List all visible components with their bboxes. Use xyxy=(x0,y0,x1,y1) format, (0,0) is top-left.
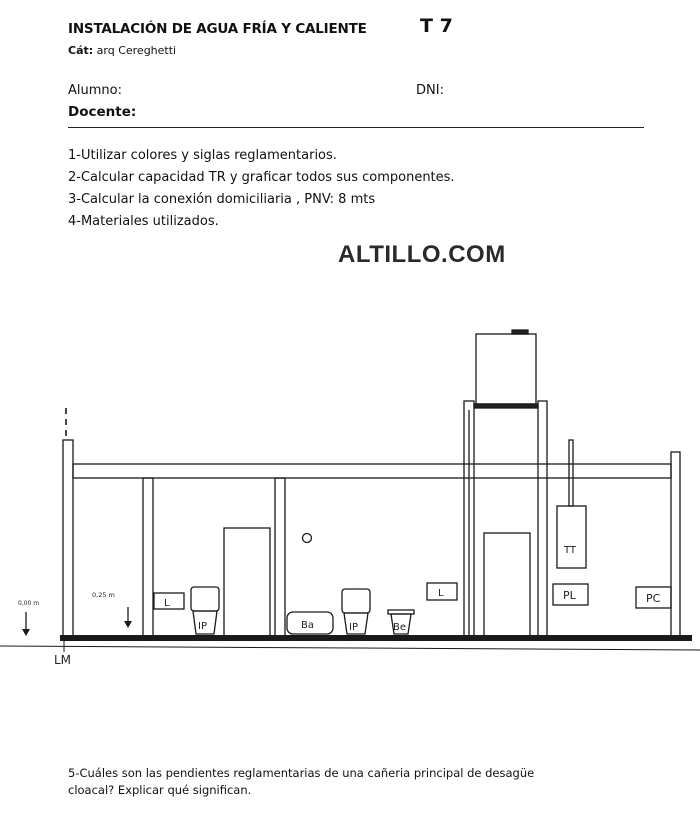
fixture-label: TT xyxy=(564,545,577,556)
instruction-item: 4-Materiales utilizados. xyxy=(68,214,219,229)
alumno-field-label: Alumno: xyxy=(68,83,122,98)
tank-lid xyxy=(512,330,528,334)
left-wall xyxy=(63,440,73,638)
docente-field-label: Docente: xyxy=(68,104,137,120)
assignment-code: T 7 xyxy=(420,15,453,37)
instruction-item: 1-Utilizar colores y siglas reglamentarios. xyxy=(68,148,337,163)
door xyxy=(224,528,270,638)
fixture-label: Be xyxy=(393,622,407,633)
level-label: 0,25 m xyxy=(92,591,115,599)
toilet-tank xyxy=(342,589,370,613)
right-wall xyxy=(671,452,680,638)
level-label: 0,00 m xyxy=(18,600,40,607)
roof-slab xyxy=(73,464,671,478)
fixture-label: Ba xyxy=(301,620,314,631)
fixture-label: IP xyxy=(198,621,207,632)
fixture-label: L xyxy=(438,588,444,599)
instruction-item: 3-Calcular la conexión domiciliaria , PNV: 8 mts xyxy=(68,192,376,207)
water-tank xyxy=(476,334,536,404)
question-5-line: 5-Cuáles son las pendientes reglamentarias de una cañeria principal de desagüe xyxy=(68,766,535,780)
arrow-down-icon xyxy=(22,629,30,636)
document-title: INSTALACIÓN DE AGUA FRÍA Y CALIENTE xyxy=(68,21,367,37)
fixture-label: PL xyxy=(563,589,576,602)
interior-wall xyxy=(275,478,285,638)
ground-line xyxy=(0,646,700,650)
arrow-down-icon xyxy=(124,621,132,628)
interior-wall xyxy=(143,478,153,638)
floor-slab xyxy=(60,635,692,641)
vent-pipe xyxy=(569,440,573,506)
catedra-label: Cát: xyxy=(68,44,94,57)
door xyxy=(484,533,530,638)
catedra-value: arq Cereghetti xyxy=(96,44,177,57)
tank-tower-wall xyxy=(538,401,547,638)
watermark: ALTILLO.COM xyxy=(338,241,506,268)
fixture-label: IP xyxy=(349,622,358,633)
instruction-item: 2-Calcular capacidad TR y graficar todos sus componentes. xyxy=(68,170,455,185)
fixture-label: L xyxy=(164,598,170,609)
water-heater xyxy=(557,506,586,568)
dni-field-label: DNI: xyxy=(416,83,444,98)
fixture-label: PC xyxy=(646,592,661,605)
toilet-tank xyxy=(191,587,219,611)
lm-label: LM xyxy=(54,653,72,667)
ceiling-outlet xyxy=(303,534,312,543)
question-5-line: cloacal? Explicar qué significan. xyxy=(68,783,252,797)
